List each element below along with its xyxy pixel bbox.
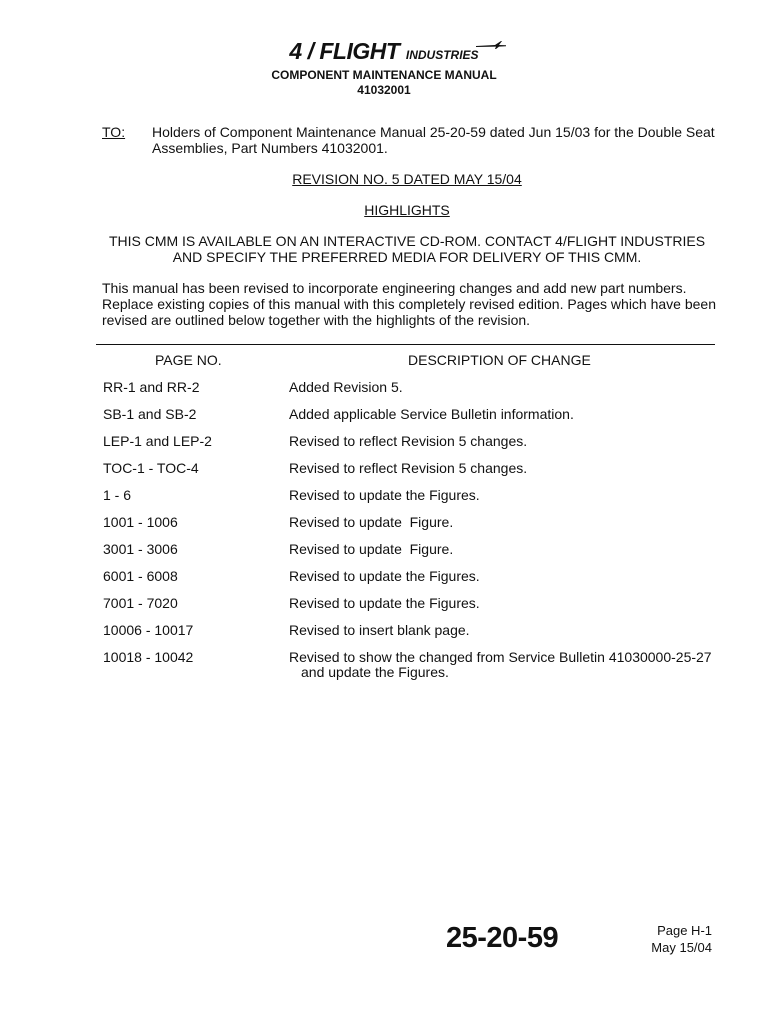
page-date: May 15/04 <box>651 940 712 955</box>
company-logo <box>289 38 478 68</box>
page-cell: 7001 - 7020 <box>103 595 178 611</box>
page-cell: 1 - 6 <box>103 487 132 503</box>
description-cell: Revised to update the Figures. <box>289 595 480 611</box>
description-line-2: and update the Figures. <box>301 664 449 680</box>
page-cell: SB-1 and SB-2 <box>103 406 197 422</box>
page-cell: 6001 - 6008 <box>103 568 178 584</box>
page-cell: 10006 - 10017 <box>103 622 194 638</box>
airplane-icon <box>475 40 507 50</box>
manual-title: COMPONENT MAINTENANCE MANUAL <box>271 68 497 82</box>
description-cell: Revised to insert blank page. <box>289 622 470 638</box>
page-cell: 3001 - 3006 <box>103 541 178 557</box>
table-row <box>103 488 718 515</box>
description-cell: Revised to update Figure. <box>289 541 454 557</box>
table-row <box>103 407 718 434</box>
description-cell: Revised to update the Figures. <box>289 568 480 584</box>
table-divider <box>96 344 715 345</box>
column-header-page: PAGE NO. <box>155 352 222 368</box>
to-label: TO: <box>102 124 126 140</box>
revision-line: REVISION NO. 5 DATED MAY 15/04 <box>292 171 522 187</box>
logo-sub-text: INDUSTRIES <box>405 48 479 62</box>
description-line-1: Revised to show the changed from Service Bulletin 41030000-25-27 <box>289 649 712 665</box>
changes-table <box>103 380 718 695</box>
page-info <box>630 922 712 956</box>
column-header-description: DESCRIPTION OF CHANGE <box>408 352 591 368</box>
description-cell <box>289 650 719 680</box>
page-cell: RR-1 and RR-2 <box>103 379 200 395</box>
table-row <box>103 380 718 407</box>
table-row <box>103 569 718 596</box>
page-cell: LEP-1 and LEP-2 <box>103 433 212 449</box>
document-header <box>0 38 768 97</box>
table-row <box>103 461 718 488</box>
page-cell: TOC-1 - TOC-4 <box>103 460 199 476</box>
description-cell: Added applicable Service Bulletin information. <box>289 406 574 422</box>
table-row <box>103 623 718 650</box>
description-cell: Revised to update Figure. <box>289 514 454 530</box>
page-cell: 1001 - 1006 <box>103 514 178 530</box>
page-cell: 10018 - 10042 <box>103 649 194 665</box>
table-row <box>103 542 718 569</box>
description-cell: Revised to reflect Revision 5 changes. <box>289 460 528 476</box>
logo-main-text: 4 / FLIGHT <box>289 38 400 64</box>
page-number: Page H-1 <box>657 923 712 938</box>
table-row <box>103 596 718 623</box>
description-cell: Revised to update the Figures. <box>289 487 480 503</box>
intro-paragraph: This manual has been revised to incorporate engineering changes and add new part numbers. Replace existing copies of this manual with this completely revised edition. Pages which have been revised are outlined below together with the highlights of the revision. <box>102 280 717 328</box>
table-row <box>103 650 718 695</box>
manual-number: 41032001 <box>357 83 411 97</box>
highlights-heading: HIGHLIGHTS <box>364 202 450 218</box>
table-row <box>103 515 718 542</box>
chapter-code: 25-20-59 <box>446 922 559 954</box>
cd-rom-notice: THIS CMM IS AVAILABLE ON AN INTERACTIVE CD-ROM. CONTACT 4/FLIGHT INDUSTRIES AND SPECIFY THE PREFERRED MEDIA FOR DELIVERY OF THIS CMM. <box>108 233 706 265</box>
description-cell: Added Revision 5. <box>289 379 403 395</box>
to-text: Holders of Component Maintenance Manual 25-20-59 dated Jun 15/03 for the Double Seat Assemblies, Part Numbers 41032001. <box>152 124 715 156</box>
description-cell: Revised to reflect Revision 5 changes. <box>289 433 528 449</box>
table-row <box>103 434 718 461</box>
